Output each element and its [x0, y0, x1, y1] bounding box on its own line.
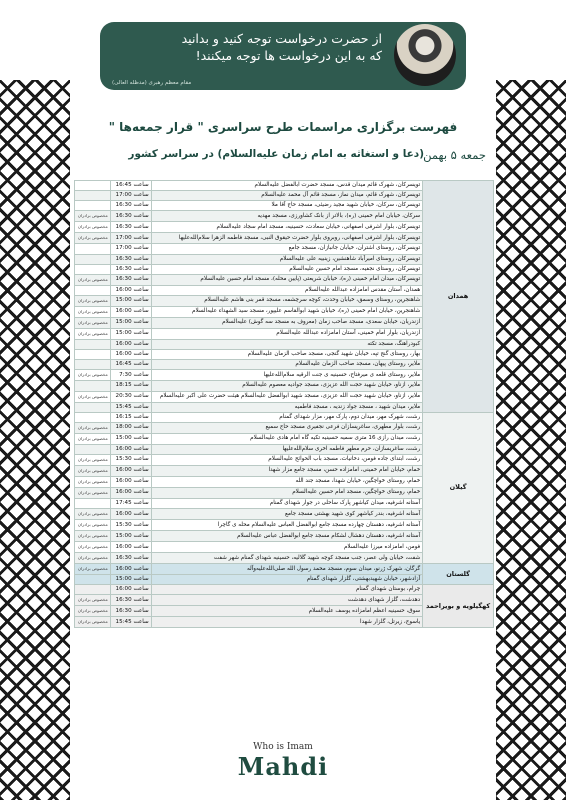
row-audience [75, 328, 111, 339]
row-time: ساعت 16:30 [110, 211, 151, 222]
row-time: ساعت 16:00 [110, 285, 151, 295]
row-location: سوق، حسینیه اعظم امامزاده یوسف علیه‌السلام [151, 606, 423, 617]
audience-label: مخصوص برادران [77, 456, 108, 462]
row-audience [75, 391, 111, 402]
row-time: ساعت 16:30 [110, 553, 151, 564]
row-location: رشت، ابتدای جاده فومن، دخانیات، مسجد باب الحوائج علیه‌السلام [151, 454, 423, 465]
row-audience [75, 222, 111, 233]
row-audience [75, 244, 111, 254]
row-audience [75, 465, 111, 476]
row-time: ساعت 16:00 [110, 509, 151, 520]
quote-line-2: که به این درخواست ها توجه میکنند! [195, 48, 382, 63]
row-location: ملایر، ازناو، خیابان شهید حجت الله عزیزی، مسجد جوادیه معصوم علیه‌السلام [151, 381, 423, 391]
row-time: ساعت 16:00 [110, 542, 151, 553]
row-location: تویسرکان، روستای نجفیه، مسجد امام حسین علیه‌السلام [151, 264, 423, 274]
audience-label: مخصوص برادران [77, 467, 108, 473]
row-location: رشت، شهرک مهر، میدان دوم، پارک مهر، مزار شهدای گمنام [151, 412, 423, 422]
row-location: آستانه اشرفیه، دهستان چهارده مسجد جامع ابوالفضل العباس علیه‌السلام محله ی گاچرا [151, 520, 423, 531]
row-location: ازندریان، بلوار امام خمینی، آستان امامزاده عبدالله علیه‌السلام [151, 328, 423, 339]
row-location: چرام، بوستان شهدای گمنام [151, 585, 423, 595]
row-time: ساعت 16:00 [110, 444, 151, 454]
row-time: ساعت 16:00 [110, 564, 151, 575]
audience-label: مخصوص برادران [77, 555, 108, 561]
row-time: ساعت 15:00 [110, 433, 151, 444]
audience-label: مخصوص برادران [77, 319, 108, 325]
row-location: سرکان، خیابان امام خمینی (ره)، بالاتر از بانک کشاورزی، مسجد مهدیه [151, 211, 423, 222]
row-time: ساعت 15:00 [110, 317, 151, 328]
row-time: ساعت 15:00 [110, 328, 151, 339]
row-time: ساعت 17:45 [110, 498, 151, 508]
row-audience [75, 542, 111, 553]
row-location: ملایر، میدان شهید ، مسجد جواد زندیه ، مسجد فاطمیه [151, 402, 423, 412]
table-row [75, 585, 494, 595]
row-time: ساعت 15:45 [110, 617, 151, 628]
row-location: تویسرکان، بلوار اشرفی اصفهانی، خیابان سعادت، حسینیه، مسجد امام سجاد علیه‌السلام [151, 222, 423, 233]
row-time: ساعت 15:45 [110, 402, 151, 412]
row-location: رشت، ساغریسازان، حرم مطهر فاطمه اخری سلام‌الله‌علیها [151, 444, 423, 454]
row-time: ساعت 16:00 [110, 339, 151, 349]
row-audience [75, 444, 111, 454]
row-time: ساعت 16:30 [110, 274, 151, 285]
row-audience [75, 360, 111, 370]
row-audience [75, 254, 111, 264]
header-quote [122, 30, 382, 64]
row-time: ساعت 15:00 [110, 531, 151, 542]
row-audience [75, 520, 111, 531]
row-time: ساعت 16:00 [110, 476, 151, 487]
row-location: تویسرکان، بلوار اشرفی اصفهانی، روبروی بلوار حضرت حیقوق النبی، مسجد فاطمه الزهرا سلام‌الله‌علیها [151, 233, 423, 244]
row-location: خمام، روستای خواچگین، خیابان شهدا، مسجد جند الله [151, 476, 423, 487]
row-location: شاهنجرین، روستای وسمق، خیابان وحدت، کوچه سرچشمه، مسجد قمر بنی هاشم علیه‌السلام [151, 295, 423, 306]
portrait-image [394, 24, 456, 86]
audience-label: مخصوص برادران [77, 522, 108, 528]
row-audience [75, 606, 111, 617]
row-location: آستانه اشرفیه، میدان کیاشهر پارک ساحلی در جوار شهدای گمنام [151, 498, 423, 508]
row-audience [75, 274, 111, 285]
right-border-pattern [496, 80, 566, 800]
row-time: ساعت 15:00 [110, 575, 151, 585]
audience-label: مخصوص برادران [77, 424, 108, 430]
region-name: گلستان [423, 564, 494, 585]
quote-line-1: از حضرت درخواست توجه کنید و بدانید [181, 31, 382, 46]
row-location: خمام، خیابان امام خمینی، امامزاده حسن، مسجد جامع مزار شهدا [151, 465, 423, 476]
row-audience [75, 295, 111, 306]
row-location: یاسوج، زیرتل، گلزار شهدا [151, 617, 423, 628]
row-time: ساعت 16:30 [110, 606, 151, 617]
row-time: ساعت 18:15 [110, 381, 151, 391]
row-audience [75, 454, 111, 465]
row-location: ملایر، روستای پیهان، مسجد صاحب الزمان علیه‌السلام [151, 360, 423, 370]
row-time: ساعت 17:00 [110, 191, 151, 201]
row-audience [75, 381, 111, 391]
row-audience [75, 211, 111, 222]
row-time: ساعت 16:45 [110, 360, 151, 370]
row-time: ساعت 16:30 [110, 595, 151, 606]
audience-label: مخصوص برادران [77, 308, 108, 314]
row-audience [75, 317, 111, 328]
logo-small-text: Who is Imam [253, 742, 313, 752]
row-location: همدان، آستان مقدس امامزاده عبدالله علیه‌السلام [151, 285, 423, 295]
row-location: دهدشت، گلزار شهدای دهدشت [151, 595, 423, 606]
row-time: ساعت 16:00 [110, 585, 151, 595]
footer-logo [210, 742, 356, 781]
row-location: آستانه اشرفیه، دهستان دهشال لشکام مسجد جامع ابوالفضل عباس علیه‌السلام [151, 531, 423, 542]
audience-label: مخصوص برادران [77, 478, 108, 484]
audience-label: مخصوص برادران [77, 619, 108, 625]
row-location: تویسرکان، روستای اشتران، خیابان جانبازان، مسجد جامع [151, 244, 423, 254]
region-name: گیلان [423, 412, 494, 563]
row-location: رشت، بلوار مطهری، ساغریسازان فرعی نجفیری مسجد حاج سمیع [151, 422, 423, 433]
row-location: تویسرکان، سرکان، خیابان شهید مجید رضیئی، مسجد حاج آقا ملا [151, 201, 423, 211]
row-audience [75, 350, 111, 360]
row-time: ساعت 16:30 [110, 222, 151, 233]
region-name: کهگیلویه و بویراحمد [423, 585, 494, 628]
row-time: ساعت 16:30 [110, 264, 151, 274]
audience-label: مخصوص برادران [77, 544, 108, 550]
logo-big-text: Mahdi [237, 752, 329, 781]
audience-label: مخصوص برادران [77, 393, 108, 399]
row-audience [75, 264, 111, 274]
quote-attribution: مقام معظم رهبری (مدظله العالی) [112, 80, 192, 86]
audience-label: مخصوص برادران [77, 297, 108, 303]
row-time: ساعت 16:00 [110, 306, 151, 317]
row-time: ساعت 16:15 [110, 412, 151, 422]
audience-label: مخصوص برادران [77, 276, 108, 282]
row-time: ساعت 16:00 [110, 350, 151, 360]
row-time: ساعت 16:30 [110, 201, 151, 211]
row-time: ساعت 18:00 [110, 422, 151, 433]
row-location: گرگان، شهرک ژرنو، میدان سوم، مسجد محمد رسول الله صلی‌الله‌علیه‌وآله [151, 564, 423, 575]
audience-label: مخصوص برادران [77, 511, 108, 517]
row-location: شاهنجرین، خیابان امام خمینی (ره)، خیابان شهید ابوالقاسم علیپور، مسجد سید الشهداء علیه‌السلام [151, 306, 423, 317]
row-audience [75, 433, 111, 444]
audience-label: مخصوص برادران [77, 533, 108, 539]
row-audience [75, 498, 111, 508]
row-time: ساعت 15:30 [110, 520, 151, 531]
row-audience [75, 233, 111, 244]
row-location: ملایر، روستای قلعه ی میرفتاح، حسینیه ی جنت الرقیه سلام‌الله‌علیها [151, 370, 423, 381]
row-audience [75, 531, 111, 542]
row-location: تویسرکان، میدان امام خمینی (ره)، خیابان شریعتی (پایین محله)، مسجد امام حسین علیه‌السلام [151, 274, 423, 285]
row-audience [75, 412, 111, 422]
row-location: آزادشهر، خیابان شهیدبهشتی، گلزار شهدای گمنام [151, 575, 423, 585]
row-location: ملایر، ازناو، خیابان شهید حجت الله عزیزی، مسجد شهید ابوالفضل علیه‌السلام هیئت حضرت علی اکبر علیه‌السلام [151, 391, 423, 402]
row-audience [75, 422, 111, 433]
row-time: ساعت 16:45 [110, 181, 151, 191]
row-time: ساعت 16:00 [110, 465, 151, 476]
row-audience [75, 402, 111, 412]
page-subtitle: (دعا و استغاثه به امام زمان علیه‌السلام) در سراسر کشور [128, 148, 424, 160]
audience-label: مخصوص برادران [77, 330, 108, 336]
row-audience [75, 509, 111, 520]
row-location: تویسرکان، روستای امیرآباد شاهنشین، زینبیه علی علیه‌السلام [151, 254, 423, 264]
audience-label: مخصوص برادران [77, 597, 108, 603]
row-time: ساعت 17:00 [110, 233, 151, 244]
row-audience [75, 595, 111, 606]
row-time: ساعت 17:00 [110, 244, 151, 254]
row-location: کبودراهنگ، مسجد تکته [151, 339, 423, 349]
row-location: بهار، روستای گنج تپه، خیابان شهید گنجی، مسجد صاحب الزمان علیه‌السلام [151, 350, 423, 360]
row-audience [75, 339, 111, 349]
row-time: ساعت 15:00 [110, 295, 151, 306]
row-audience [75, 585, 111, 595]
row-time: ساعت 7:30 [110, 370, 151, 381]
table-row [75, 564, 494, 575]
row-audience [75, 564, 111, 575]
row-time: ساعت 16:30 [110, 254, 151, 264]
row-audience [75, 306, 111, 317]
header-banner [100, 22, 466, 90]
schedule-table [74, 180, 494, 628]
audience-label: مخصوص برادران [77, 489, 108, 495]
row-audience [75, 476, 111, 487]
row-location: شفت، خیابان ولی عصر، جنب مسجد کوچه شهید گلالیه، حسینیه شهدای گمنام شهر شفت [151, 553, 423, 564]
audience-label: مخصوص برادران [77, 235, 108, 241]
row-audience [75, 201, 111, 211]
audience-label: مخصوص برادران [77, 213, 108, 219]
row-location: آستانه اشرفیه، بندر کیاشهر کوی شهید بهشتی مسجد جامع [151, 509, 423, 520]
page-title: فهرست برگزاری مراسمات طرح سراسری " قرار جمعه‌ها " [108, 120, 458, 134]
left-border-pattern [0, 80, 70, 800]
table-row [75, 181, 494, 191]
audience-label: مخصوص برادران [77, 435, 108, 441]
table-row [75, 412, 494, 422]
row-audience [75, 191, 111, 201]
row-audience [75, 553, 111, 564]
audience-label: مخصوص برادران [77, 566, 108, 572]
row-time: ساعت 16:00 [110, 487, 151, 498]
row-location: تویسرکان، شهرک قائم میدان قدس، مسجد حضرت ابالفضل علیه‌السلام [151, 181, 423, 191]
row-audience [75, 181, 111, 191]
region-name: همدان [423, 181, 494, 413]
row-time: ساعت 20:30 [110, 391, 151, 402]
audience-label: مخصوص برادران [77, 372, 108, 378]
row-location: خمام، روستای خواچگین، مسجد امام حسین علیه‌السلام [151, 487, 423, 498]
date-label: جمعه ۵ بهمن [423, 148, 486, 162]
row-location: تویسرکان، شهرک قائم، میدان نماز، مسجد قائم آل محمد علیه‌السلام [151, 191, 423, 201]
row-audience [75, 617, 111, 628]
row-audience [75, 575, 111, 585]
row-location: ازندریان، خیابان سعدی، مسجد صاحب زمان (معروف به مسجد سه گوش) علیه‌السلام [151, 317, 423, 328]
row-audience [75, 487, 111, 498]
row-audience [75, 285, 111, 295]
row-location: رشت، میدان رازی 16 متری سمیه حسینیه تکیه گاه امام هادی علیه‌السلام [151, 433, 423, 444]
audience-label: مخصوص برادران [77, 608, 108, 614]
audience-label: مخصوص برادران [77, 224, 108, 230]
row-location: فومن، امامزاده میرزا علیه‌السلام [151, 542, 423, 553]
row-time: ساعت 15:30 [110, 454, 151, 465]
row-audience [75, 370, 111, 381]
